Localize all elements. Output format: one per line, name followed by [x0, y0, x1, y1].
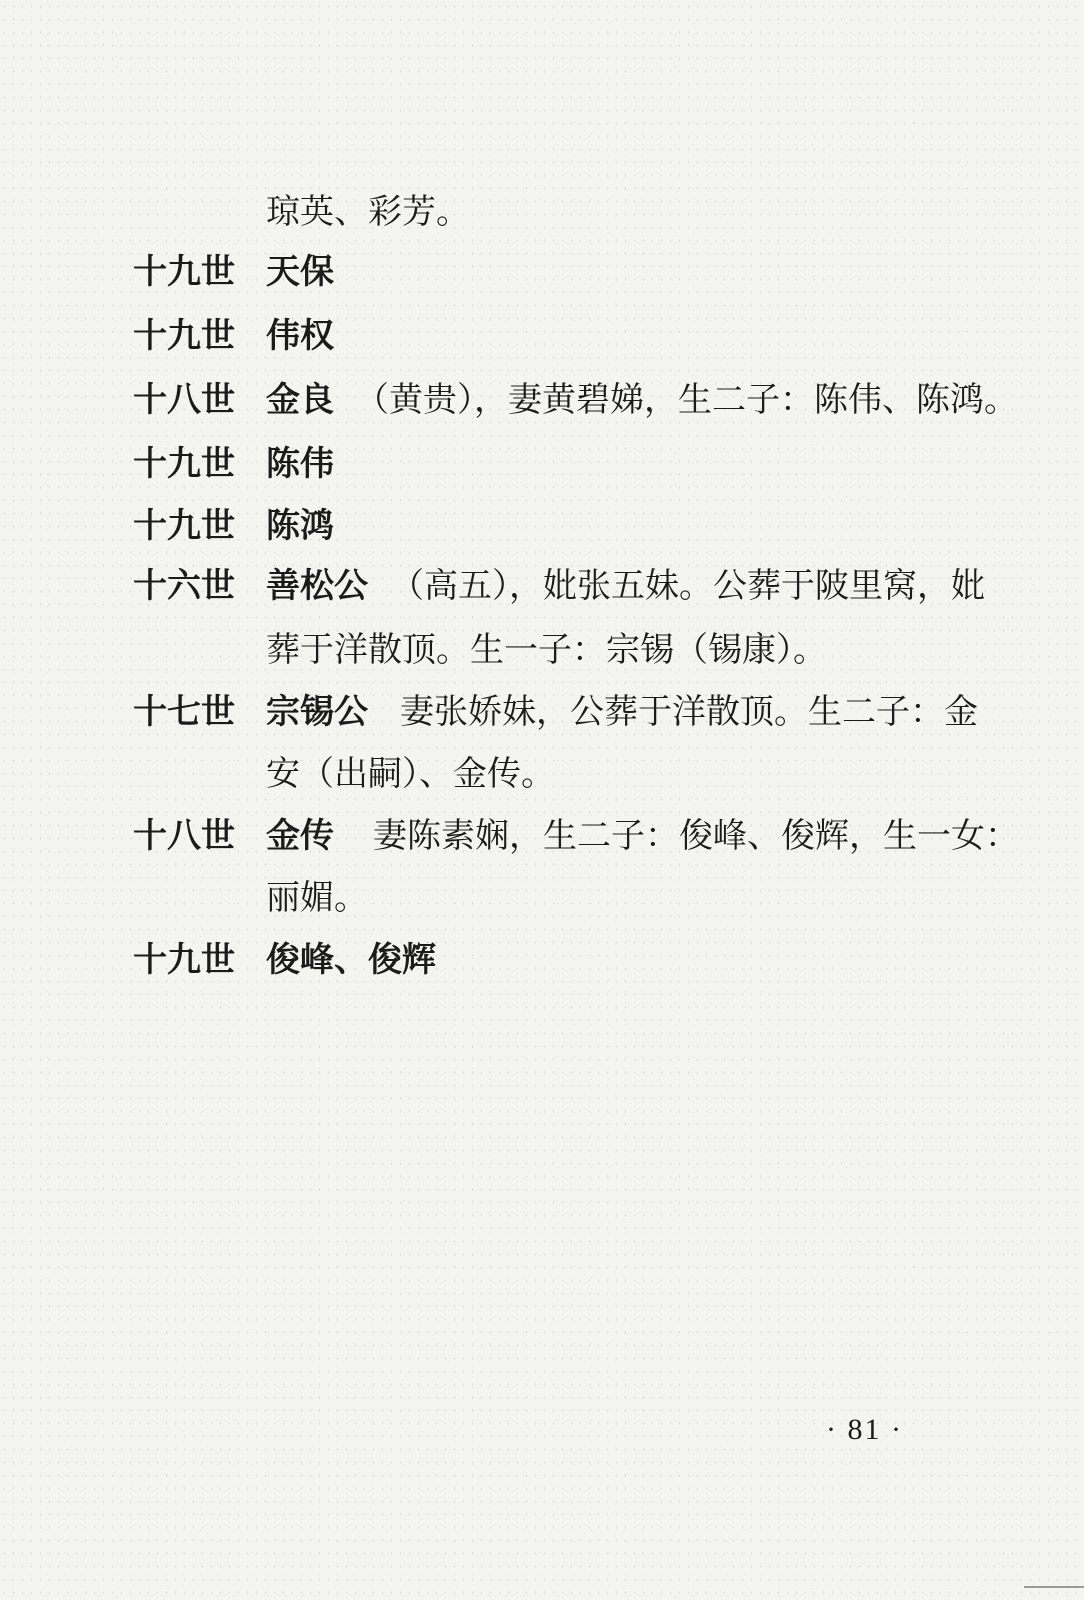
entry-line	[0, 682, 1084, 742]
entry-continuation: 琼英、彩芳。	[266, 192, 470, 232]
person-name: 金传	[266, 816, 334, 856]
generation-label: 十九世	[133, 444, 235, 484]
generation-label: 十九世	[133, 506, 235, 546]
entry-description: （高五），妣张五妹。公葬于陂里窝，妣	[390, 566, 985, 606]
person-name: 天保	[266, 252, 334, 292]
person-name: 陈伟	[266, 444, 334, 484]
person-name: 金良	[266, 380, 334, 420]
generation-label: 十八世	[133, 380, 235, 420]
generation-label: 十九世	[133, 252, 235, 292]
person-name: 俊峰、俊辉	[266, 940, 436, 980]
entry-line	[0, 242, 1084, 302]
entry-line	[0, 556, 1084, 616]
generation-label: 十八世	[133, 816, 235, 856]
generation-label: 十九世	[133, 316, 235, 356]
entry-line	[0, 182, 1084, 242]
entry-description: 妻张娇妹，公葬于洋散顶。生二子：金	[400, 692, 978, 732]
person-name: 善松公	[266, 566, 368, 606]
entry-line	[0, 868, 1084, 928]
page-number: · 81 ·	[826, 1413, 903, 1446]
entry-description: 妻陈素娴，生二子：俊峰、俊辉，生一女：	[373, 816, 1019, 856]
generation-label: 十七世	[133, 692, 235, 732]
entry-line	[0, 496, 1084, 556]
entry-line	[0, 806, 1084, 866]
entry-line	[0, 744, 1084, 804]
entry-line	[0, 930, 1084, 990]
page-edge-line	[1024, 1586, 1084, 1588]
entry-line	[0, 434, 1084, 494]
generation-label: 十九世	[133, 940, 235, 980]
entry-description: （黄贵），妻黄碧娣，生二子：陈伟、陈鸿。	[355, 380, 1018, 420]
entry-line	[0, 620, 1084, 680]
entry-continuation: 安（出嗣）、金传。	[266, 754, 555, 794]
entry-continuation: 葬于洋散顶。生一子：宗锡（锡康）。	[266, 630, 827, 670]
entry-line	[0, 370, 1084, 430]
person-name: 宗锡公	[266, 692, 368, 732]
person-name: 伟权	[266, 316, 334, 356]
person-name: 陈鸿	[266, 506, 334, 546]
entry-line	[0, 306, 1084, 366]
generation-label: 十六世	[133, 566, 235, 606]
entry-continuation: 丽媚。	[266, 878, 368, 918]
